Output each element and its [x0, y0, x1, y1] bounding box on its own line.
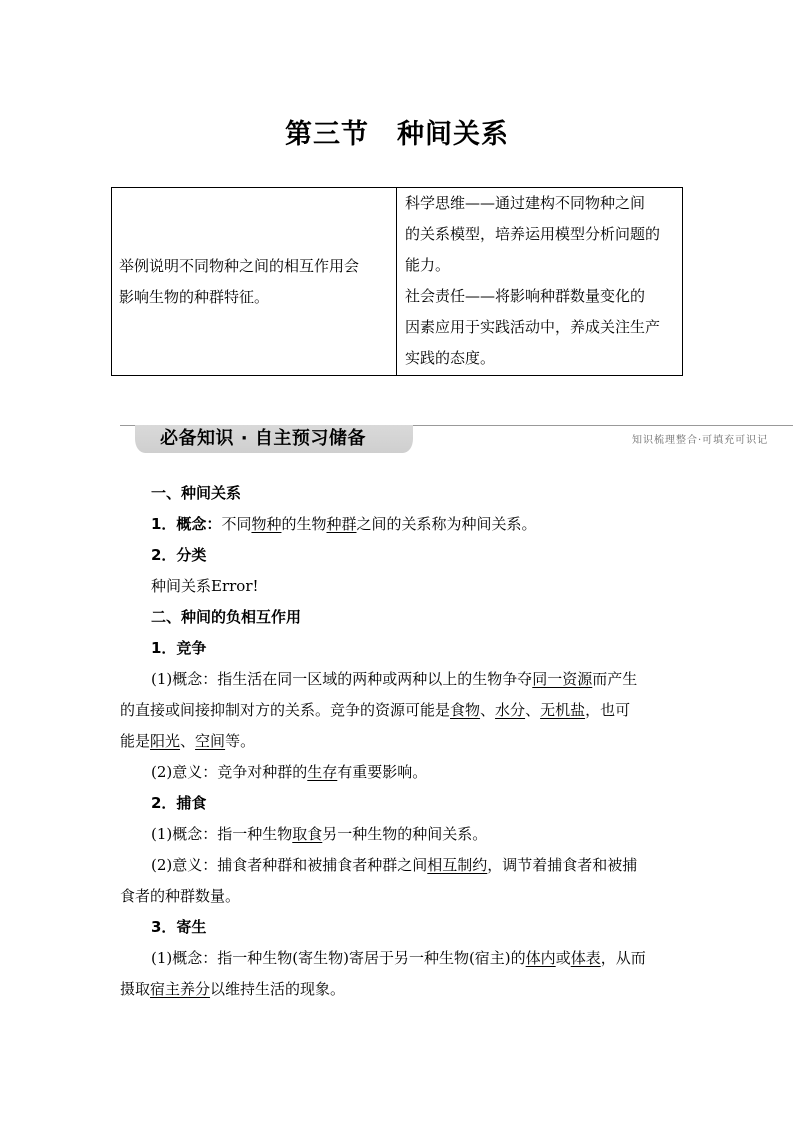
- competition-concept-line: 能是阳光、空间等。: [120, 732, 256, 750]
- predation-meaning-line: 食者的种群数量。: [120, 887, 241, 905]
- predation-concept-line: (1)概念：指一种生物取食另一种生物的种间关系。: [151, 825, 488, 843]
- objective-right-line: 因素应用于实践活动中，养成关注生产: [405, 318, 661, 336]
- parasitism-concept-line: (1)概念：指一种生物(寄生物)寄居于另一种生物(宿主)的体内或体表，从而: [151, 949, 646, 967]
- fill-blank: 水分: [495, 701, 526, 719]
- competition-concept-line: (1)概念：指生活在同一区域的两种或两种以上的生物争夺同一资源而产生: [151, 670, 638, 688]
- fill-blank: 阳光: [150, 732, 181, 750]
- objectives-table: [111, 187, 683, 376]
- classify-text: 种间关系Error!: [151, 577, 259, 595]
- fill-blank: 同一资源: [532, 670, 593, 688]
- objective-left-line: 举例说明不同物种之间的相互作用会: [119, 256, 360, 275]
- fill-blank: 相互制约: [427, 856, 488, 874]
- fill-blank: 食物: [450, 701, 481, 719]
- section-heading: 二、种间的负相互作用: [151, 608, 302, 626]
- objective-right-line: 能力。: [405, 256, 451, 274]
- subsection-heading: 2．分类: [151, 546, 207, 564]
- fill-blank: 空间: [195, 732, 226, 750]
- subsection-heading: 3．寄生: [151, 918, 207, 936]
- subsection-heading: 1．竞争: [151, 639, 207, 657]
- fill-blank: 种群: [326, 515, 357, 533]
- fill-blank: 取食: [292, 825, 323, 843]
- page-title: 第三节 种间关系: [285, 119, 509, 150]
- competition-concept-line: 的直接或间接抑制对方的关系。竞争的资源可能是食物、水分、无机盐，也可: [120, 701, 631, 719]
- objective-right-line: 社会责任——将影响种群数量变化的: [405, 287, 646, 305]
- banner-subtitle: 知识梳理整合·可填充可识记: [632, 435, 769, 446]
- section-banner: [0, 423, 794, 457]
- concept-line: 1．概念：不同物种的生物种群之间的关系称为种间关系。: [151, 515, 537, 533]
- predation-meaning-line: (2)意义：捕食者种群和被捕食者种群之间相互制约，调节着捕食者和被捕: [151, 856, 638, 874]
- objectives-left-cell: [112, 188, 397, 376]
- objective-right-line: 的关系模型，培养运用模型分析问题的: [405, 225, 661, 243]
- fill-blank: 体内: [525, 949, 556, 967]
- objective-left-line: 影响生物的种群特征。: [119, 287, 270, 306]
- fill-blank: 体表: [570, 949, 601, 967]
- fill-blank: 宿主养分: [150, 980, 211, 998]
- parasitism-concept-line: 摄取宿主养分以维持生活的现象。: [120, 980, 346, 998]
- objective-right-line: 实践的态度。: [405, 349, 496, 367]
- banner-divider: [400, 425, 793, 426]
- fill-blank: 生存: [307, 763, 338, 781]
- subsection-heading: 2．捕食: [151, 794, 207, 812]
- competition-meaning-line: (2)意义：竞争对种群的生存有重要影响。: [151, 763, 428, 781]
- fill-blank: 无机盐: [540, 701, 586, 719]
- banner-title: 必备知识 · 自主预习储备: [160, 428, 366, 449]
- fill-blank: 物种: [251, 515, 282, 533]
- objective-right-line: 科学思维——通过建构不同物种之间: [405, 194, 646, 212]
- objectives-right-cell: [397, 188, 683, 376]
- section-heading: 一、种间关系: [151, 484, 242, 502]
